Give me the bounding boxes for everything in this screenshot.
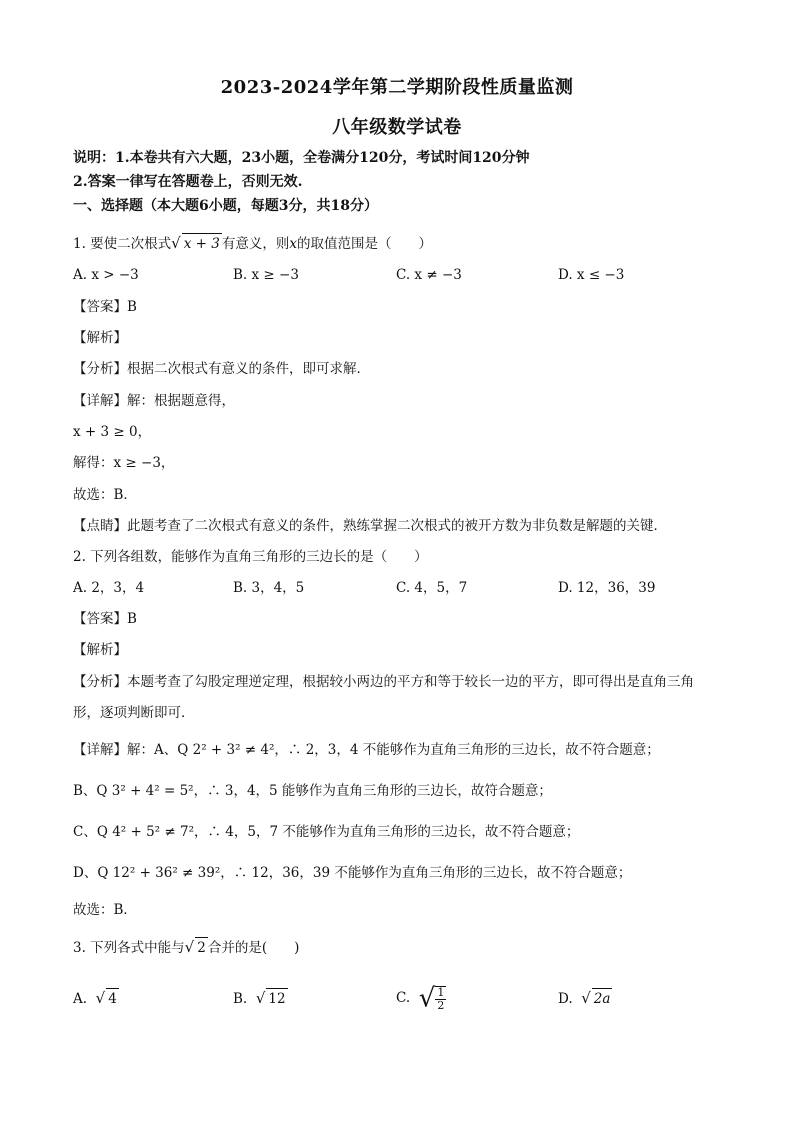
q1-choose: 故选：B． [73,487,137,503]
q2-choose: 故选：B． [73,902,137,918]
q2-option-d: D. 12，36，39 [558,580,656,596]
q3-option-d: D. √ 2a [558,989,611,1007]
q2-fenxi-line-1: 【分析】本题考查了勾股定理逆定理，根据较小两边的平方和等于较长一边的平方，即可得出是直角三角 [73,674,694,690]
q1-option-a: A. x > −3 [73,267,139,283]
q2-stem: 2. 下列各组数，能够作为直角三角形的三边长的是（ ） [73,549,428,565]
q2-analysis-tag: 【解析】 [73,642,127,658]
sqrt-icon: √ [581,989,591,1007]
q1-answer: 【答案】B [73,299,137,315]
q1-step2: 解得：x ≥ −3， [73,455,175,471]
q2-detail-c: C、Q 4² + 5² ≠ 7²，∴ 4，5，7 不能够作为直角三角形的三边长，故不符合题意； [73,824,580,840]
sqrt-icon: √ [95,989,106,1007]
q1-option-c: C. x ≠ −3 [396,267,462,283]
q3-option-a: A. √ 4 [73,989,117,1007]
q1-radicand: x + 3 [182,233,222,254]
q1-step1: x + 3 ≥ 0， [73,424,152,440]
q1-stem: 1. 要使二次根式√ x + 3 有意义，则x的取值范围是（ ） [73,234,432,252]
sqrt-icon: √ [255,989,266,1007]
q2-detail-d: D、Q 12² + 36² ≠ 39²，∴ 12，36，39 不能够作为直角三角形的三边长，故不符合题意； [73,865,632,881]
sqrt-icon: √ [171,234,181,252]
q2-detail-a: 【详解】解：A、Q 2² + 3² ≠ 4²，∴ 2，3，4 不能够作为直角三角形的三边长，故不符合题意； [73,742,660,758]
section-heading: 一、选择题（本大题6小题，每题3分，共18分） [73,198,378,214]
q3-option-c: C. √ $\frac{1}{2}$ [396,983,445,1014]
exam-title: 2023-2024学年第二学期阶段性质量监测 [220,77,574,98]
q3-option-b: B. √ 12 [233,989,286,1007]
q1-fenxi: 【分析】根据二次根式有意义的条件，即可求解． [73,361,370,377]
sqrt-icon: √ [418,983,436,1014]
instruction-line-1: 说明：1.本卷共有六大题，23小题，全卷满分120分，考试时间120分钟 [73,150,530,166]
q3-stem: 3. 下列各式中能与√ 2 合并的是( ) [73,938,300,956]
q3-radicand: 2 [195,937,208,958]
q1-option-b: B. x ≥ −3 [233,267,299,283]
q3-fraction: $\frac{1}{2}$ [437,985,445,1012]
q2-fenxi-line-2: 形，逐项判断即可． [73,705,195,721]
q1-option-d: D. x ≤ −3 [558,267,625,283]
q2-option-b: B. 3，4，5 [233,580,305,596]
q1-dianjing: 【点睛】此题考查了二次根式有意义的条件，熟练掌握二次根式的被开方数为非负数是解题的关键． [73,518,667,534]
q1-analysis-tag: 【解析】 [73,330,127,346]
q2-option-a: A. 2，3，4 [73,580,145,596]
instruction-line-2: 2.答案一律写在答题卷上，否则无效. [73,174,303,190]
q2-detail-b: B、Q 3² + 4² = 5²，∴ 3，4，5 能够作为直角三角形的三边长，故符合题意； [73,783,552,799]
q2-option-c: C. 4，5，7 [396,580,468,596]
q1-xiangjie: 【详解】解：根据题意得， [73,393,235,409]
exam-subtitle: 八年级数学试卷 [332,117,462,138]
sqrt-icon: √ [184,938,195,956]
q2-answer: 【答案】B [73,611,137,627]
